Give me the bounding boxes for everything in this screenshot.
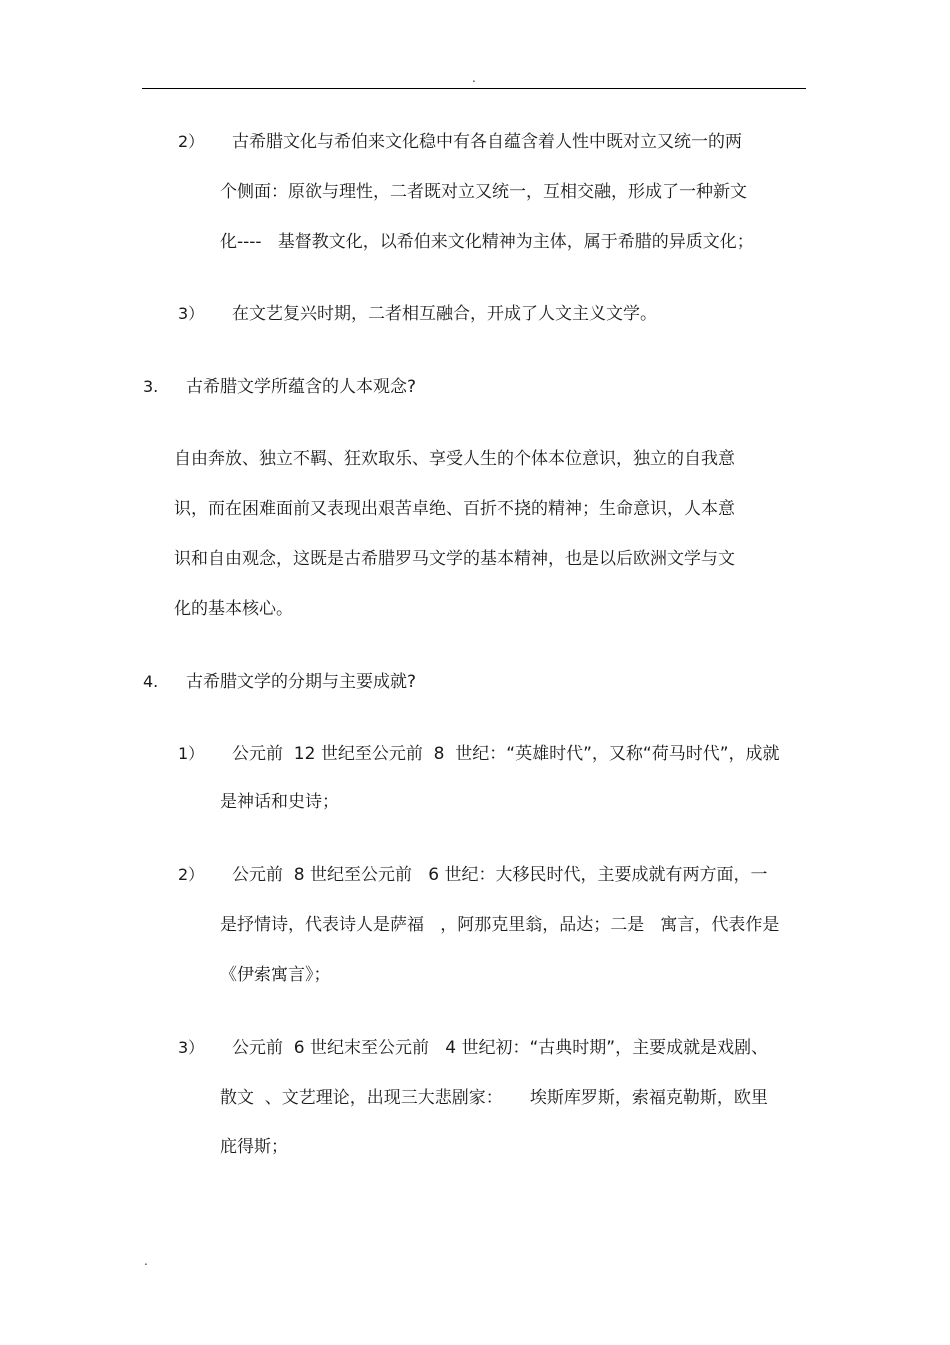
list-number: 3） [178,304,205,323]
footer-dot: . [144,1254,148,1268]
question-number: 4. [143,672,159,691]
header-dot: . [472,71,476,85]
answer-line: 自由奔放、独立不羁、狂欢取乐、享受人生的个体本位意识，独立的自我意 [174,449,735,469]
question-title: 古希腊文学所蕴含的人本观念? [186,377,417,397]
list-number: 3） [178,1038,205,1057]
question-number: 3. [143,377,159,396]
paragraph-line: 古希腊文化与希伯来文化稳中有各自蕴含着人性中既对立又统一的两 [232,132,742,152]
paragraph-line: 个侧面：原欲与理性，二者既对立又统一，互相交融，形成了一种新文 [220,182,747,202]
list-number: 2） [178,132,205,151]
paragraph-line: 公元前 6 世纪末至公元前 4 世纪初：“古典时期”，主要成就是戏剧、 [232,1038,769,1058]
list-number: 2） [178,865,205,884]
paragraph-line: 化---- 基督教文化，以希伯来文化精神为主体，属于希腊的异质文化； [220,232,754,252]
header-rule [142,88,806,89]
answer-line: 识和自由观念，这既是古希腊罗马文学的基本精神，也是以后欧洲文学与文 [174,549,735,569]
list-number: 1） [178,744,205,763]
paragraph-line: 散文 、文艺理论，出现三大悲剧家： 埃斯库罗斯，索福克勒斯，欧里 [220,1088,768,1108]
paragraph-line: 公元前 12 世纪至公元前 8 世纪：“英雄时代”，又称“荷马时代”，成就 [232,744,780,764]
paragraph-line: 《伊索寓言》； [220,965,331,985]
paragraph-line: 在文艺复兴时期，二者相互融合，开成了人文主义文学。 [232,304,657,324]
question-title: 古希腊文学的分期与主要成就? [186,672,417,692]
paragraph-line: 公元前 8 世纪至公元前 6 世纪：大移民时代，主要成就有两方面，一 [232,865,768,885]
paragraph-line: 是神话和史诗； [220,792,339,812]
answer-line: 化的基本核心。 [174,599,293,619]
paragraph-line: 是抒情诗，代表诗人是萨福 ，阿那克里翁，品达；二是 寓言，代表作是 [220,915,780,935]
paragraph-line: 庇得斯； [220,1137,288,1157]
answer-line: 识，而在困难面前又表现出艰苦卓绝、百折不挠的精神；生命意识，人本意 [174,499,735,519]
